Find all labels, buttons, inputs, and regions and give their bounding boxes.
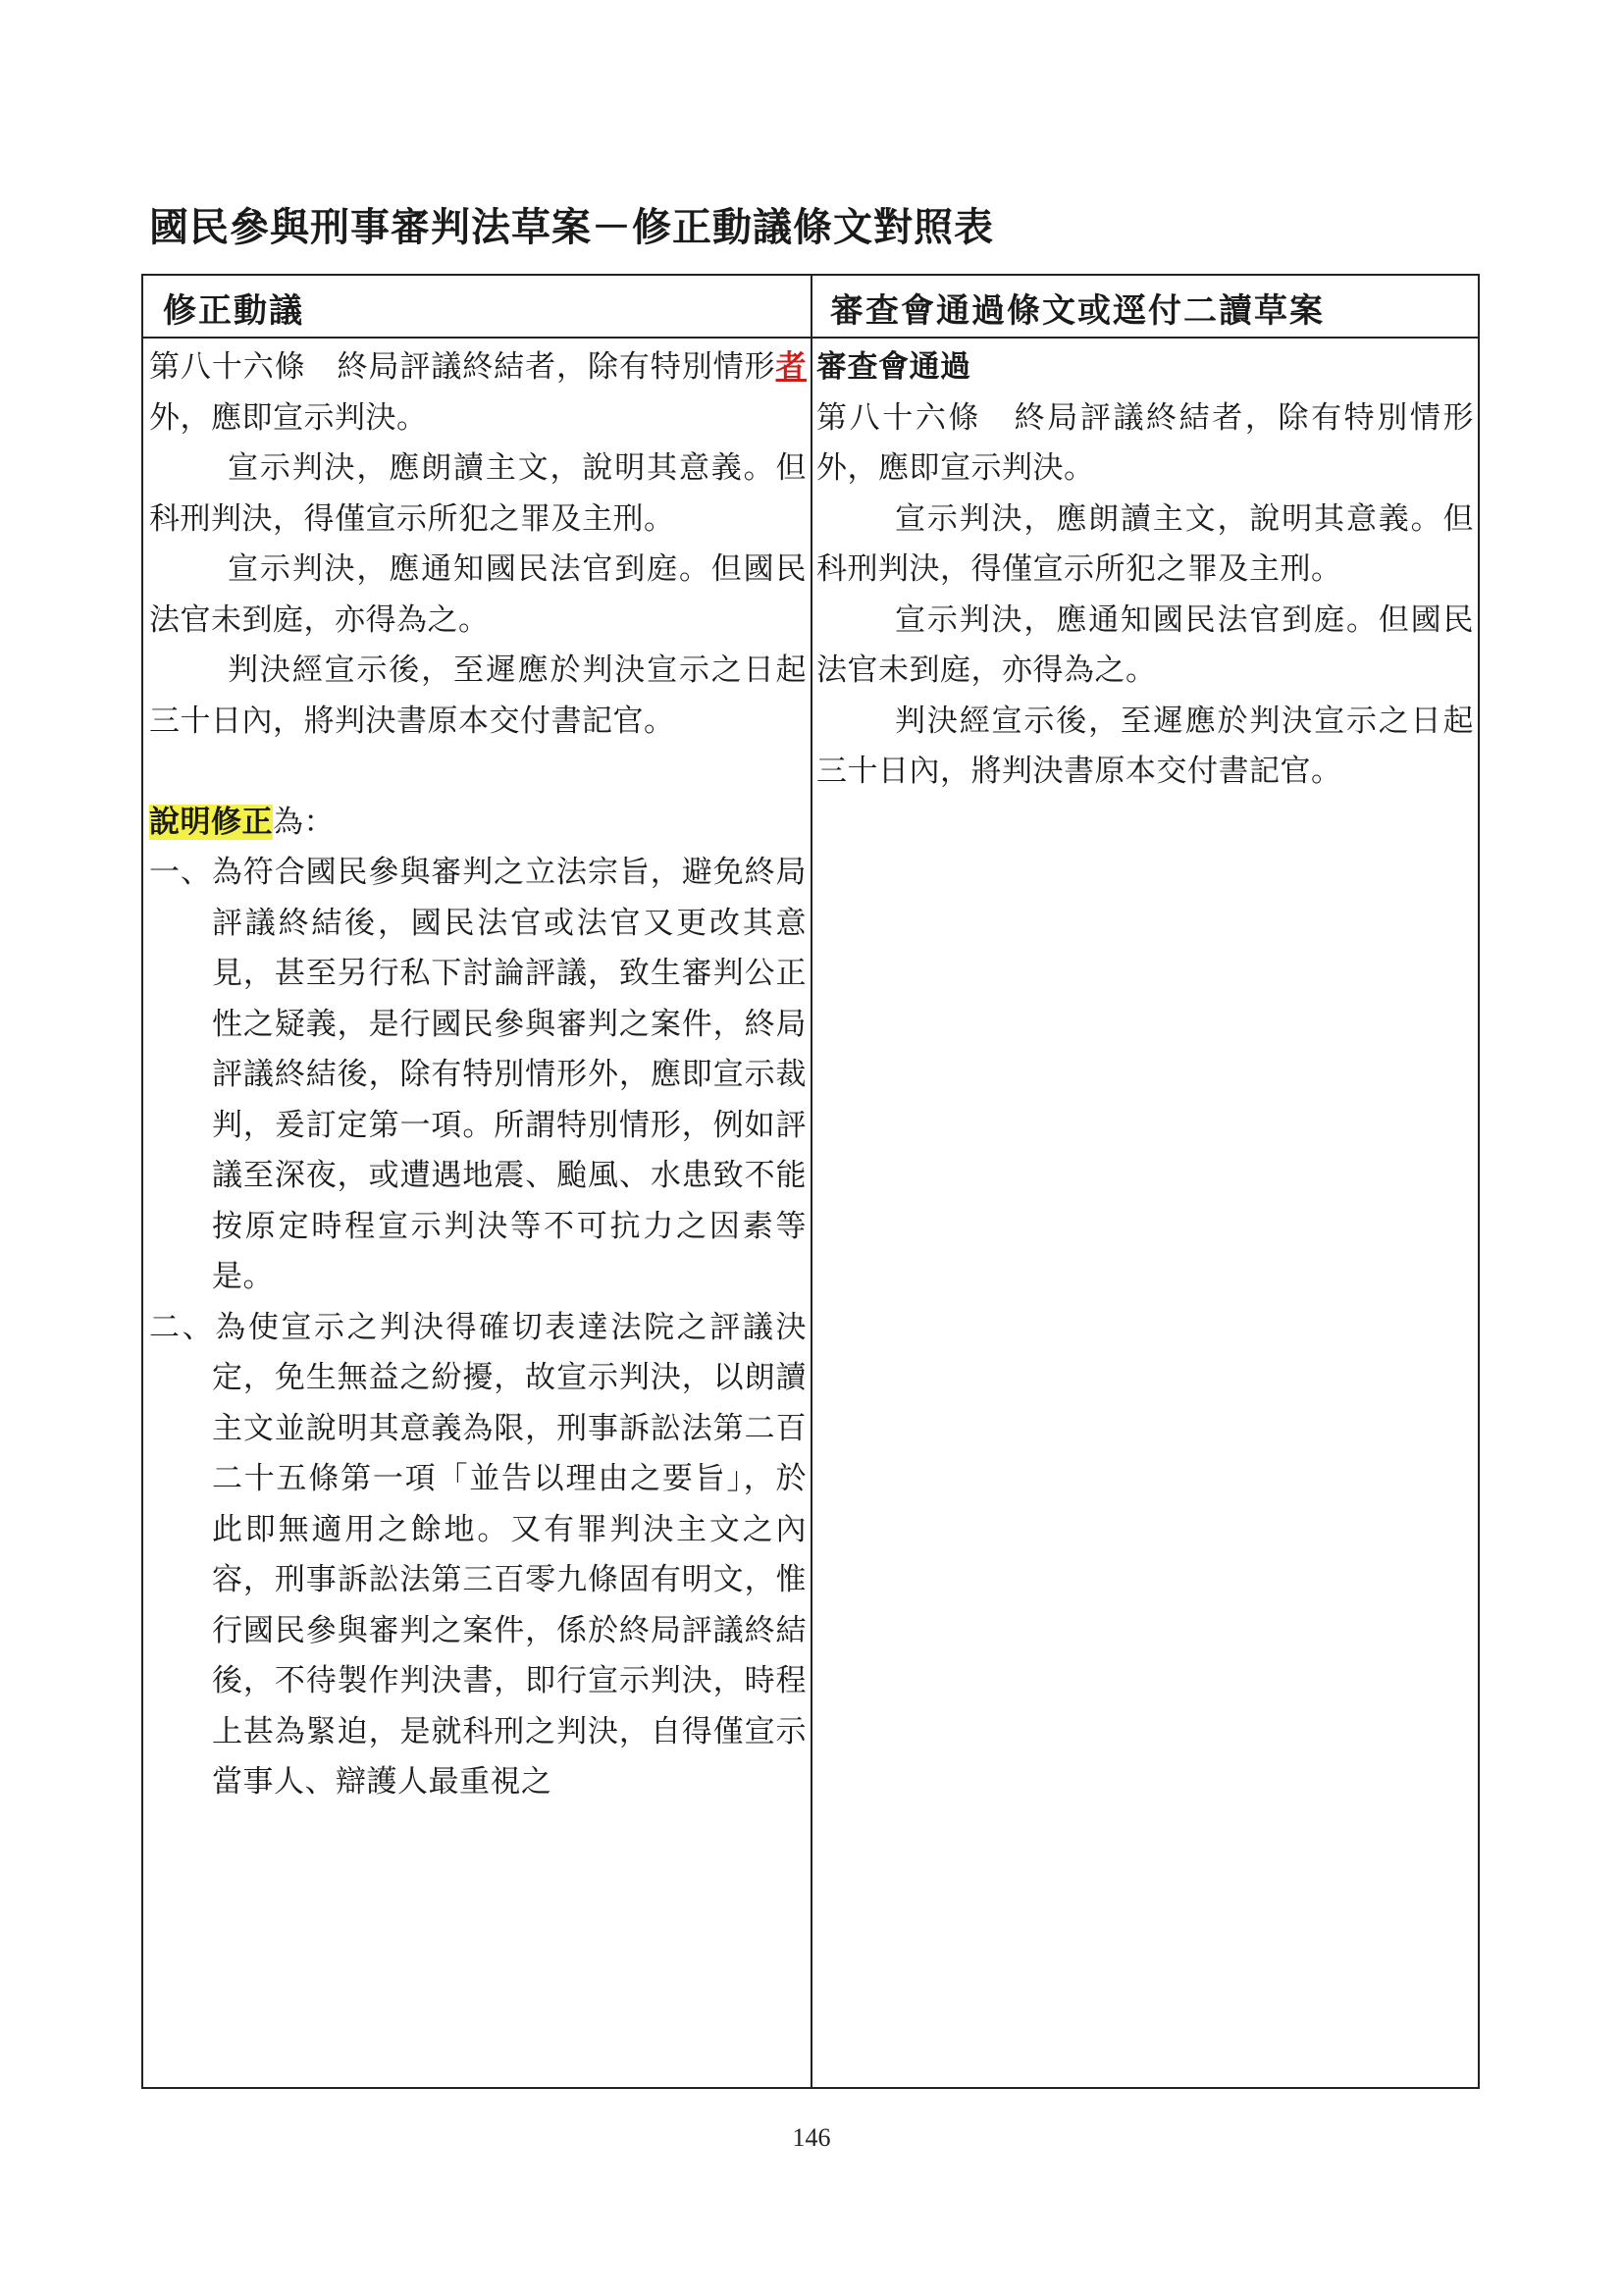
committee-article-para-1: 第八十六條 終局評議終結者，除有特別情形外，應即宣示判決。 xyxy=(816,399,1474,486)
comparison-table xyxy=(141,274,1480,2089)
spacer xyxy=(149,747,807,798)
document-title: 國民參與刑事審判法草案－修正動議條文對照表 xyxy=(149,204,994,250)
amendment-para-1-text: 第八十六條 終局評議終結者，除有特別情形 xyxy=(149,349,776,385)
committee-article-para-4: 判決經宣示後，至遲應於判決宣示之日起三十日內，將判決書原本交付書記官。 xyxy=(816,703,1474,789)
amendment-article-para-1 xyxy=(149,342,807,444)
header-divider xyxy=(143,337,1478,339)
committee-article-para-3: 宣示判決，應通知國民法官到庭。但國民法官未到庭，亦得為之。 xyxy=(816,601,1474,688)
committee-column xyxy=(816,342,1474,798)
explanation-heading-tail: 為： xyxy=(273,804,335,840)
explanation-highlight: 說明修正 xyxy=(149,804,273,840)
explanation-item-1: 一、為符合國民參與審判之立法宗旨，避免終局評議終結後，國民法官或法官又更改其意見，甚至另行私下討論評議，致生審判公正性之疑義，是行國民參與審判之案件，終局評議終結後，除有特別情形外，應即宣示裁判，爰訂定第一項。所謂特別情形，例如評議至深夜，或遭遇地震、颱風、水患致不能按原定時程宣示判決等不可抗力之因素等是。 xyxy=(149,855,807,1294)
header-amendment: 修正動議 xyxy=(163,291,304,331)
explanation-item-2: 二、為使宣示之判決得確切表達法院之評議決定，免生無益之紛擾，故宣示判決，以朗讀主文並說明其意義為限，刑事訴訟法第二百二十五條第一項「並告以理由之要旨」，於此即無適用之餘地。又有罪判決主文之內容，刑事訴訟法第三百零九條固有明文，惟行國民參與審判之案件，係於終局評議終結後，不待製作判決書，即行宣示判決，時程上甚為緊迫，是就科刑之判決，自得僅宣示當事人、辯護人最重視之 xyxy=(149,1309,807,1800)
amendment-para-1-tail: 外，應即宣示判決。 xyxy=(149,399,428,436)
column-divider xyxy=(811,276,812,2087)
committee-article-para-2: 宣示判決，應朗讀主文，說明其意義。但科刑判決，得僅宣示所犯之罪及主刑。 xyxy=(816,500,1474,587)
page-number: 146 xyxy=(792,2123,831,2152)
amendment-article-para-4: 判決經宣示後，至遲應於判決宣示之日起三十日內，將判決書原本交付書記官。 xyxy=(149,652,807,739)
amendment-article-para-3: 宣示判決，應通知國民法官到庭。但國民法官未到庭，亦得為之。 xyxy=(149,551,807,638)
amendment-inserted-word: 者 xyxy=(775,349,807,385)
amendment-column xyxy=(149,342,807,1808)
amendment-article-para-2: 宣示判決，應朗讀主文，說明其意義。但科刑判決，得僅宣示所犯之罪及主刑。 xyxy=(149,450,807,537)
explanation-heading xyxy=(149,798,807,849)
header-committee-text: 審查會通過條文或逕付二讀草案 xyxy=(830,291,1325,331)
committee-label: 審查會通過 xyxy=(816,349,971,385)
